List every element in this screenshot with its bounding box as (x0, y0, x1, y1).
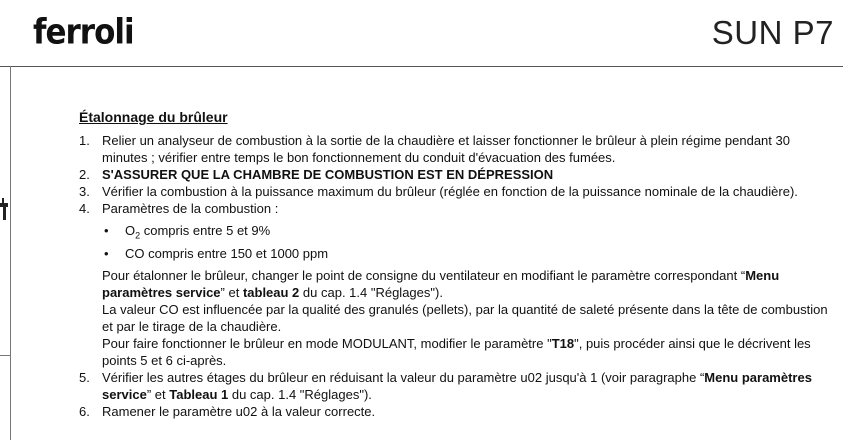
margin-marker-icon (0, 198, 8, 220)
text-run: ", puis procéder ainsi que le décrivent les points 5 et 6 ci-après. (102, 335, 811, 368)
emphasis-text: Tableau 1 (169, 386, 229, 402)
brand-logo: ferroli (33, 12, 134, 53)
bullet-icon: • (104, 223, 109, 238)
section-title: Étalonnage du brûleur (79, 109, 228, 125)
emphasis-text: T18 (551, 335, 575, 351)
combustion-parameters-list (102, 222, 834, 262)
step-number: 2. (79, 167, 90, 182)
left-margin-tick (0, 355, 11, 356)
page-header (0, 0, 856, 66)
step-2 (79, 166, 834, 183)
text-run: Vérifier les autres étages du brûleur en réduisant la valeur du paramètre u02 jusqu'à 1 (voir paragraphe “ (102, 369, 705, 385)
step-text: Paramètres de la combustion : (102, 201, 279, 216)
step-number: 4. (79, 201, 90, 216)
step-text: Ramener le paramètre u02 à la valeur correcte. (102, 403, 376, 419)
step-3 (79, 183, 834, 200)
text-run: Pour faire fonctionner le brûleur en mode MODULANT, modifier le paramètre " (102, 335, 552, 351)
header-divider (0, 66, 843, 67)
step-1 (79, 132, 834, 166)
o2-range-text: compris entre 5 et 9% (140, 223, 271, 238)
list-item (102, 245, 834, 262)
step-text: Relier un analyseur de combustion à la sortie de la chaudière et laisser fonctionner le brûleur à plein régime pendant 30 minutes ; vérifier entre temps le bon fonctionnement du conduit d'évacuation des fumées. (102, 133, 790, 165)
bullet-icon: • (104, 245, 109, 261)
text-run: ” et (146, 386, 170, 402)
list-item (102, 222, 834, 245)
emphasis-text: Menu paramètres service (102, 267, 780, 300)
o2-subscript: 2 (135, 230, 141, 241)
text-run: ” et (220, 284, 243, 300)
step-4 (79, 200, 834, 369)
text-run: du cap. 1.4 "Réglages"). (299, 284, 443, 300)
step-number: 3. (79, 184, 90, 199)
emphasis-text: Menu paramètres service (102, 369, 812, 402)
left-margin-rule (10, 66, 11, 440)
step-5 (79, 369, 834, 403)
step-number: 6. (79, 403, 90, 419)
model-name: SUN P7 (711, 14, 834, 51)
o2-symbol: O (125, 223, 136, 238)
text-run: Pour étalonner le brûleur, changer le point de consigne du ventilateur en modifiant le paramètre correspondant “ (102, 267, 746, 283)
document-body (79, 108, 834, 420)
text-run: du cap. 1.4 "Réglages"). (228, 386, 372, 402)
emphasis-text: tableau 2 (242, 284, 300, 300)
step-number: 1. (79, 133, 90, 148)
step-6 (79, 403, 834, 420)
co-range-text: CO compris entre 150 et 1000 ppm (125, 245, 329, 261)
step-text: Vérifier la combustion à la puissance maximum du brûleur (réglée en fonction de la puissance nominale de la chaudière). (102, 184, 798, 199)
modulant-paragraph (102, 335, 834, 369)
calibration-paragraph (102, 267, 834, 301)
step-text: S'ASSURER QUE LA CHAMBRE DE COMBUSTION EST EN DÉPRESSION (102, 167, 554, 182)
co-influence-paragraph: La valeur CO est influencée par la qualité des granulés (pellets), par la quantité de saleté présente dans la tête de combustion et par le tirage de la chaudière. (102, 301, 828, 334)
step-number: 5. (79, 369, 90, 385)
